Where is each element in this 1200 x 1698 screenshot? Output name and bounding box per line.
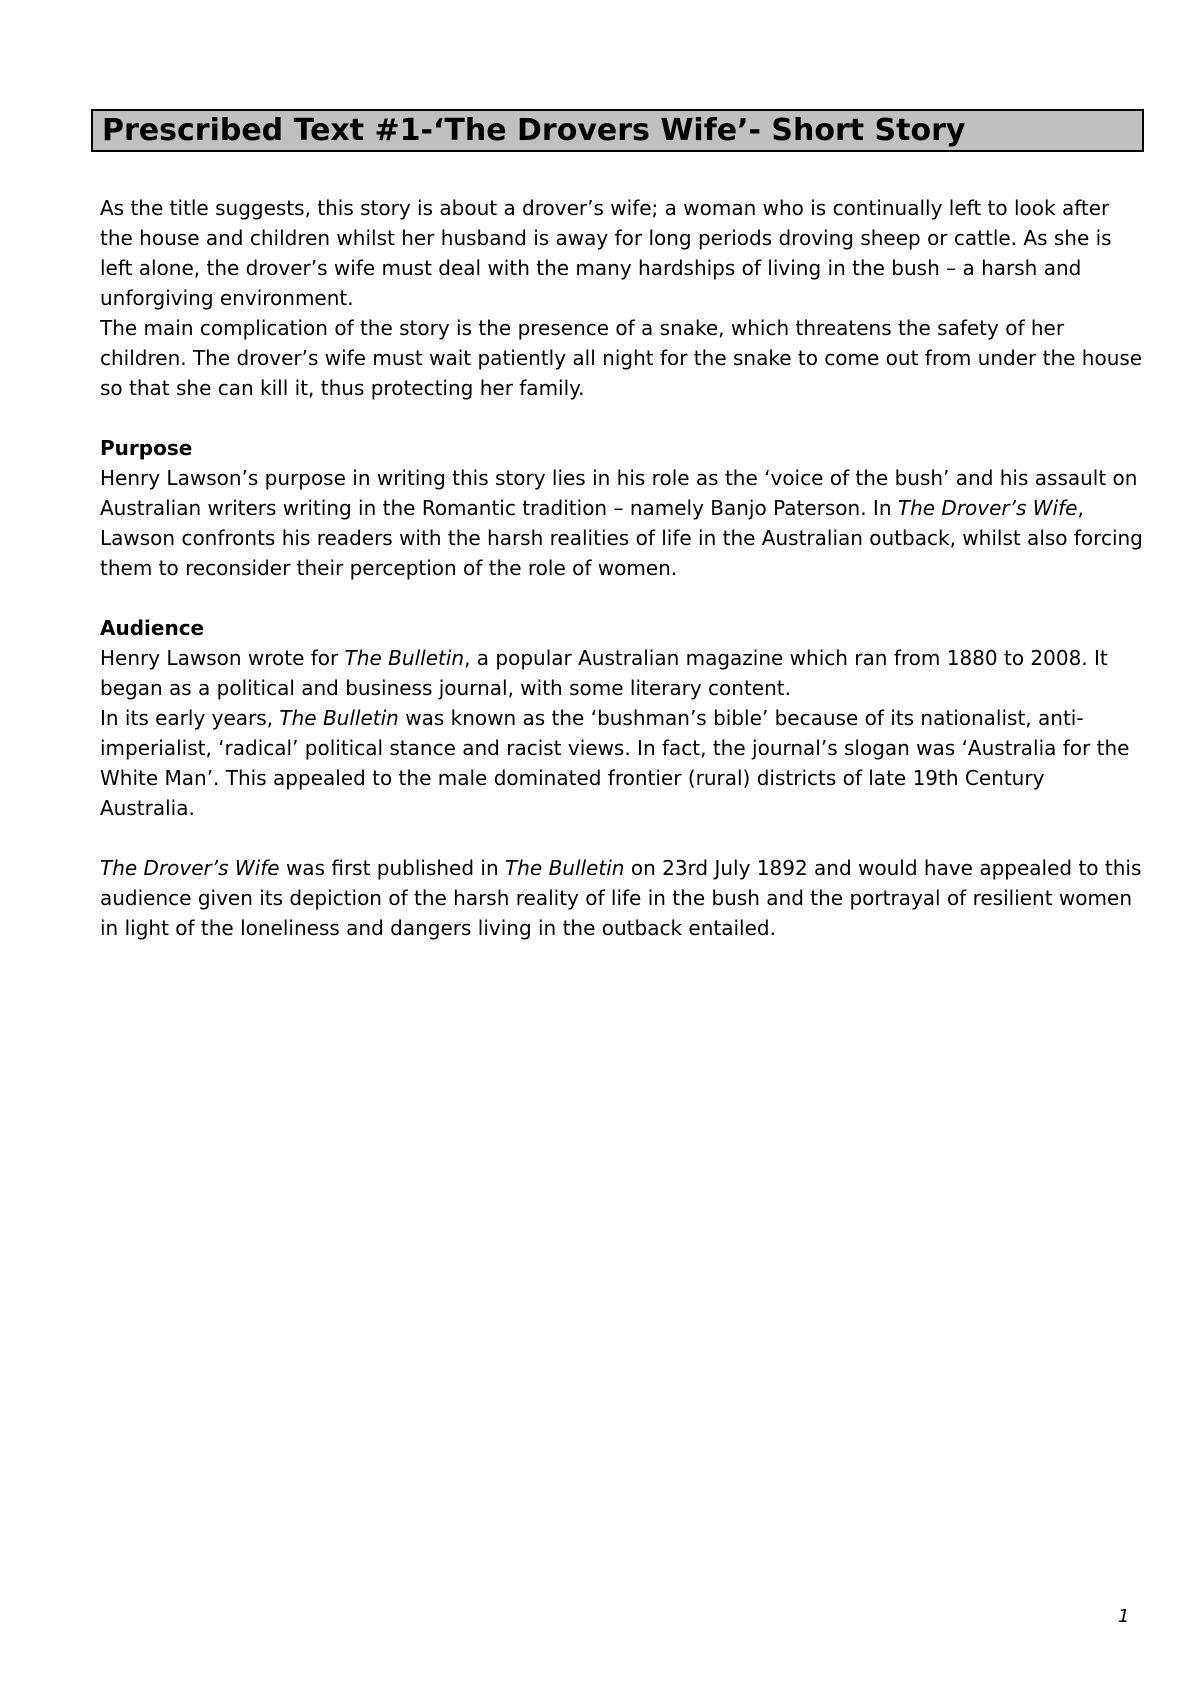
paragraph-spacer (100, 403, 1145, 433)
audience-p2-title: The Bulletin (279, 706, 399, 730)
intro-paragraph: As the title suggests, this story is about a drover’s wife; a woman who is continually left to look after the house and children whilst her husband is away for long periods droving sheep or cattle. As she is left alone, the drover’s wife must deal with the many hardships of living in the bush – a harsh and unforgiving environment. (100, 196, 1112, 310)
audience-p1-title: The Bulletin (344, 646, 465, 670)
purpose-paragraph (100, 463, 1145, 583)
title-box (91, 109, 1144, 152)
page-number: 1 (1118, 1606, 1130, 1627)
audience-paragraph-1 (100, 643, 1145, 703)
audience-p3-title-2: The Bulletin (505, 856, 625, 880)
audience-p2-text-start: In its early years, (100, 706, 280, 730)
purpose-text-start: Henry Lawson’s purpose in writing this story lies in his role as the ‘voice of the bush’ and his assault on Australian writers writing in the Romantic tradition – namely Banjo Paterson. In (100, 466, 1138, 520)
audience-heading: Audience (100, 616, 205, 640)
audience-p1-text-start: Henry Lawson wrote for (100, 646, 345, 670)
paragraph-spacer (100, 583, 1145, 613)
purpose-text-end: , Lawson confronts his readers with the harsh realities of life in the Australian outback, whilst also forcing them to reconsider their perception of the role of women. (100, 496, 1143, 580)
audience-p3-text-1: was first published in (279, 856, 506, 880)
audience-paragraph-3 (100, 853, 1145, 943)
purpose-title-ref: The Drover’s Wife (897, 496, 1078, 520)
complication-paragraph: The main complication of the story is the presence of a snake, which threatens the safety of her children. The drover’s wife must wait patiently all night for the snake to come out from under the house so that she can kill it, thus protecting her family. (100, 316, 1143, 400)
document-body (100, 193, 1145, 943)
audience-p3-title-1: The Drover’s Wife (100, 856, 280, 880)
page-title: Prescribed Text #1-‘The Drovers Wife’- Short Story (102, 112, 966, 148)
purpose-heading: Purpose (100, 436, 193, 460)
audience-paragraph-2 (100, 703, 1145, 823)
audience-p3-text-2: on 23rd July 1892 and would have appealed to this audience given its depiction of the harsh reality of life in the bush and the portrayal of resilient women in light of the loneliness and dangers living in the outback entailed. (100, 856, 1142, 940)
audience-p2-text-end: was known as the ‘bushman’s bible’ because of its nationalist, anti-imperialist, ‘radical’ political stance and racist views. In fact, the journal’s slogan was ‘Australia for the White Man’. This appealed to the male dominated frontier (rural) districts of late 19th Century Australia. (100, 706, 1130, 820)
paragraph-spacer (100, 823, 1145, 853)
audience-p1-text-end: , a popular Australian magazine which ran from 1880 to 2008. It began as a political and business journal, with some literary content. (100, 646, 1108, 700)
